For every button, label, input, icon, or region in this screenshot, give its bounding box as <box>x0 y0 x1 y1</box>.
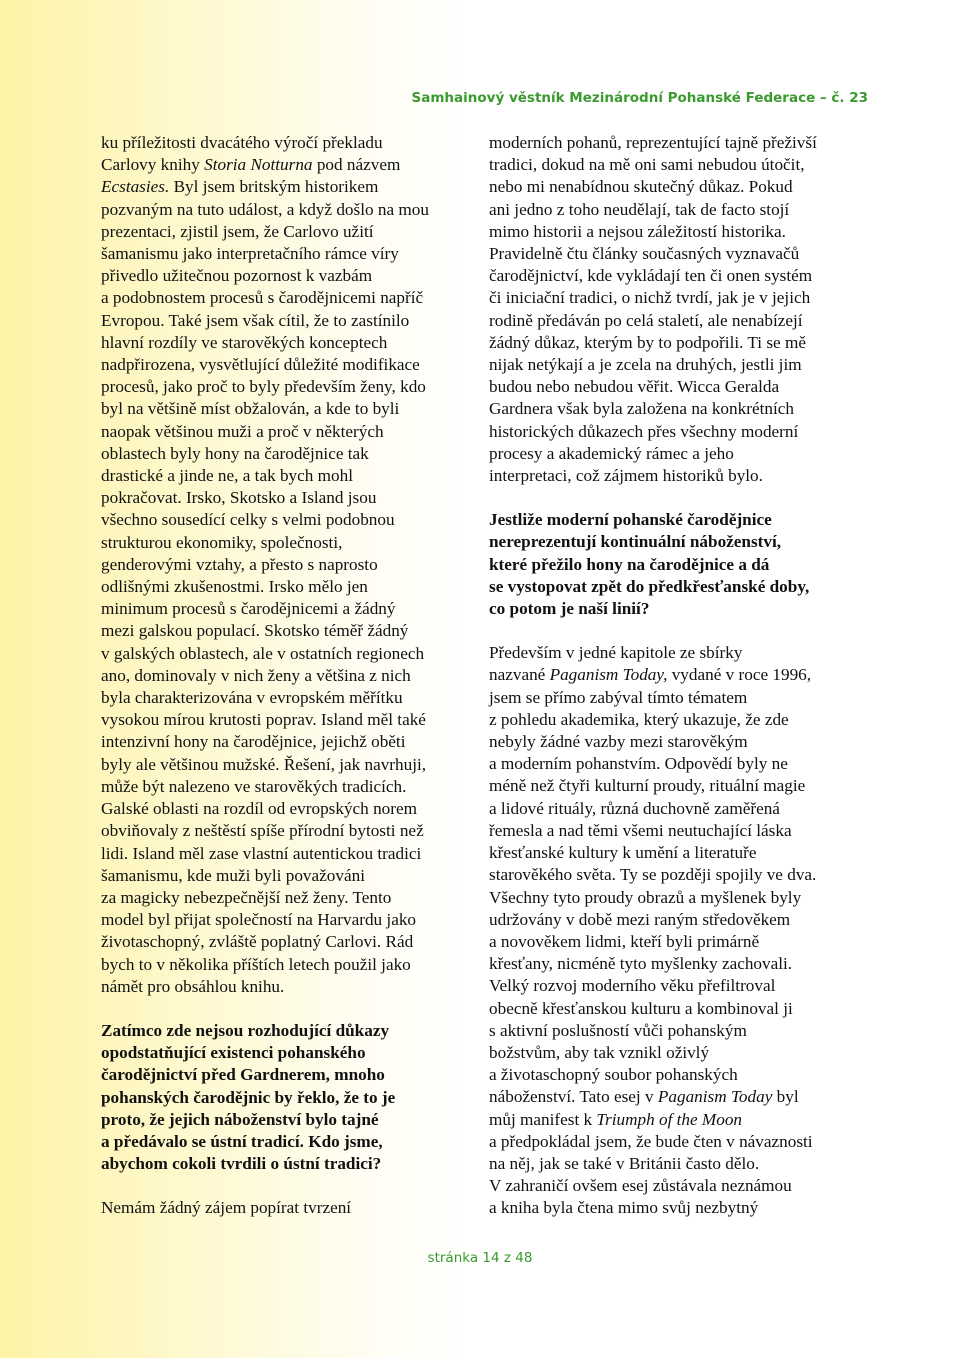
text-line: Gardnera však byla založena na konkrétních <box>489 399 794 419</box>
text-line: se vystopovat zpět do předkřesťanské doby, <box>489 576 810 596</box>
text-line: mezi galskou populací. Skotsko téměř žádný <box>101 621 409 641</box>
text-line: opodstatňující existenci pohanského <box>101 1043 366 1063</box>
text-line: rodině předáván po celá staletí, ale nenabízejí <box>489 310 803 330</box>
text-line: Carlovy knihy Storia Notturna pod názvem <box>101 155 401 175</box>
text-line: s aktivní poslušností vůči pohanským <box>489 1020 747 1040</box>
text-line: drastické a jinde ne, a tak bych mohl <box>101 466 353 486</box>
text-line: moderních pohanů, reprezentující tajně přeživší <box>489 133 817 152</box>
text-line: Především v jedné kapitole ze sbírky <box>489 643 743 663</box>
text-line: Jestliže moderní pohanské čarodějnice <box>489 510 772 530</box>
text-line: naopak většinou muži a proč v některých <box>101 421 384 441</box>
text-line: starověkého světa. Ty se později spojily ve dva. <box>489 865 817 885</box>
text-line: interpretaci, což zájmem historiků bylo. <box>489 466 763 486</box>
page-number: stránka 14 z 48 <box>427 1250 533 1266</box>
text-line: historických důkazech přes všechny moderní <box>489 421 799 441</box>
text-line: obviňovaly z neštěstí spíše přírodní bytosti než <box>101 821 424 841</box>
text-line: budou nebo nebudou věřit. Wicca Geralda <box>489 377 780 397</box>
text-line: Velký rozvoj moderního věku přefiltroval <box>489 976 776 996</box>
text-line: co potom je naší linií? <box>489 599 650 619</box>
text-line: prezentaci, zjistil jsem, že Carlovo užití <box>101 221 374 241</box>
text-line: Nemám žádný zájem popírat tvrzení <box>101 1198 352 1218</box>
paragraph-gap <box>489 487 874 509</box>
left-text-column <box>101 132 486 1220</box>
text-line: a novověkem lidmi, kteří byli primárně <box>489 931 760 951</box>
text-line: pozvaným na tuto událost, a když došlo na mou <box>101 199 429 219</box>
text-line: řemesla a nad těmi všemi neutuchající láska <box>489 820 792 840</box>
text-line: a předpokládal jsem, že bude čten v návaznosti <box>489 1131 813 1151</box>
text-line: můj manifest k Triumph of the Moon <box>489 1109 743 1129</box>
text-line: ani jedno z toho neudělají, tak de facto stojí <box>489 199 790 219</box>
text-line: Galské oblasti na rozdíl od evropských norem <box>101 799 417 819</box>
italic-title: Triumph of the Moon <box>596 1109 743 1129</box>
text-line: méně než čtyři kulturní proudy, rituální magie <box>489 776 806 796</box>
journal-header: Samhainový věstník Mezinárodní Pohanské Federace – č. 23 <box>411 90 868 106</box>
text-line: proto, že jejich náboženství bylo tajné <box>101 1109 379 1129</box>
text-line: v galských oblastech, ale v ostatních regionech <box>101 643 425 663</box>
text-line: šamanismu jako interpretačního rámce víry <box>101 244 399 264</box>
text-line: procesů, jako proč to byly především ženy, kdo <box>101 377 426 397</box>
text-line: bych to v několika příštích letech použil jako <box>101 954 411 974</box>
text-line: pokračovat. Irsko, Skotsko a Island jsou <box>101 488 377 508</box>
text-line: model byl přijat společností na Harvardu jako <box>101 910 417 930</box>
text-line: náboženství. Tato esej v Paganism Today byl <box>489 1087 799 1107</box>
text-line: tradici, dokud na mě oni sami nebudou útočit, <box>489 155 805 175</box>
text-line: Všechny tyto proudy obrazů a myšlenek byly <box>489 887 802 907</box>
text-line: jsem se přímo zabýval tímto tématem <box>489 687 748 707</box>
paragraph-gap <box>101 1175 486 1197</box>
text-line: abychom cokoli tvrdili o ústní tradici? <box>101 1154 382 1174</box>
text-line: a životaschopný soubor pohanských <box>489 1065 738 1085</box>
text-line: a kniha byla čtena mimo svůj nezbytný <box>489 1198 759 1218</box>
text-line: pohanských čarodějnic by řeklo, že to je <box>101 1087 396 1107</box>
text-line: Pravidelně čtu články současných vyznavačů <box>489 244 800 264</box>
text-line: božstvům, aby tak vznikl oživlý <box>489 1042 710 1062</box>
text-line: Evropou. Také jsem však cítil, že to zastínilo <box>101 310 410 330</box>
text-line: a předávalo se ústní tradicí. Kdo jsme, <box>101 1131 383 1151</box>
text-line: nijak netýkají a je zcela na druhých, jestli jim <box>489 355 802 375</box>
text-line: mimo historii a nejsou záležitostí historika. <box>489 221 786 241</box>
text-line: ku příležitosti dvacátého výročí překladu <box>101 133 383 152</box>
text-line: a lidové rituály, různá duchovně zaměřená <box>489 798 780 818</box>
text-line: námět pro obsáhlou knihu. <box>101 976 285 996</box>
text-line: čarodějnictví, kde vykládají ten či onen systém <box>489 266 813 286</box>
italic-title: Paganism Today, <box>549 665 668 685</box>
right-text-column <box>489 132 874 1220</box>
italic-title: Ecstasies. <box>101 177 170 197</box>
text-line: šamanismu, kde muži byli považováni <box>101 865 365 885</box>
text-line: byly ale většinou mužské. Řešení, jak navrhuji, <box>101 754 427 774</box>
text-line: obecně křesťanskou kulturu a kombinoval ji <box>489 998 793 1018</box>
text-line: lidi. Island měl zase vlastní autentickou tradici <box>101 843 422 863</box>
text-line: a podobnostem procesů s čarodějnicemi napříč <box>101 288 424 308</box>
text-line: z pohledu akademika, který ukazuje, že zde <box>489 709 789 729</box>
text-line: za magicky nebezpečnější než ženy. Tento <box>101 887 392 907</box>
text-line: může být nalezeno ve starověkých tradicích. <box>101 776 407 796</box>
text-line: a moderním pohanstvím. Odpovědí byly ne <box>489 754 788 774</box>
paragraph-gap <box>489 620 874 642</box>
text-line: nebyly žádné vazby mezi starověkým <box>489 732 748 752</box>
text-line: křesťanské kultury k umění a literatuře <box>489 843 757 863</box>
text-line: všechno sousedící celky s velmi podobnou <box>101 510 395 530</box>
text-line: křesťany, nicméně tyto myšlenky zachovali. <box>489 954 793 974</box>
text-line: čarodějnictví před Gardnerem, mnoho <box>101 1065 385 1085</box>
text-line: přivedlo užitečnou pozornost k vazbám <box>101 266 373 286</box>
italic-title: Paganism Today <box>657 1087 773 1107</box>
text-line: intenzivní hony na čarodějnice, jejichž oběti <box>101 732 406 752</box>
text-line: byla charakterizována v evropském měřítku <box>101 688 403 708</box>
text-line: strukturou ekonomiky, společnosti, <box>101 532 343 552</box>
italic-title: Storia Notturna <box>204 155 313 175</box>
text-line: životaschopný, zvláště poplatný Carlovi. Rád <box>101 932 414 952</box>
text-line: či iniciační tradici, o nichž tvrdí, jak je v jejich <box>489 288 811 308</box>
text-line: nebo mi nenabídnou skutečný důkaz. Pokud <box>489 177 793 197</box>
text-line: minimum procesů s čarodějnicemi a žádný <box>101 599 396 619</box>
text-line: procesy a akademický rámec a jeho <box>489 443 734 463</box>
text-line: V zahraničí ovšem esej zůstávala neznámou <box>489 1176 792 1196</box>
text-line: nereprezentují kontinuální náboženství, <box>489 532 782 552</box>
text-line: oblastech byly hony na čarodějnice tak <box>101 443 369 463</box>
text-line: Ecstasies. Byl jsem britským historikem <box>101 177 379 197</box>
paragraph-gap <box>101 998 486 1020</box>
text-line: ano, dominovaly v nich ženy a většina z nich <box>101 665 411 685</box>
text-line: genderovými vztahy, a přesto s naprosto <box>101 554 378 574</box>
text-line: byl na většině míst obžalován, a kde to byli <box>101 399 400 419</box>
text-line: udržovány v době mezi raným středověkem <box>489 909 791 929</box>
text-line: žádný důkaz, kterým by to podpořili. Ti se mě <box>489 332 806 352</box>
text-line: nadpřirozena, vysvětlující důležité modifikace <box>101 355 420 375</box>
text-line: Zatímco zde nejsou rozhodující důkazy <box>101 1020 390 1040</box>
text-line: na něj, jak se také v Británii často dělo. <box>489 1153 760 1173</box>
text-line: hlavní rozdíly ve starověkých konceptech <box>101 332 388 352</box>
text-line: které přežilo hony na čarodějnice a dá <box>489 554 770 574</box>
text-line: vysokou mírou krutosti poprav. Island měl také <box>101 710 426 730</box>
text-line: odlišnými zkušenostmi. Irsko mělo jen <box>101 577 368 597</box>
text-line: nazvané Paganism Today, vydané v roce 1996, <box>489 665 812 685</box>
